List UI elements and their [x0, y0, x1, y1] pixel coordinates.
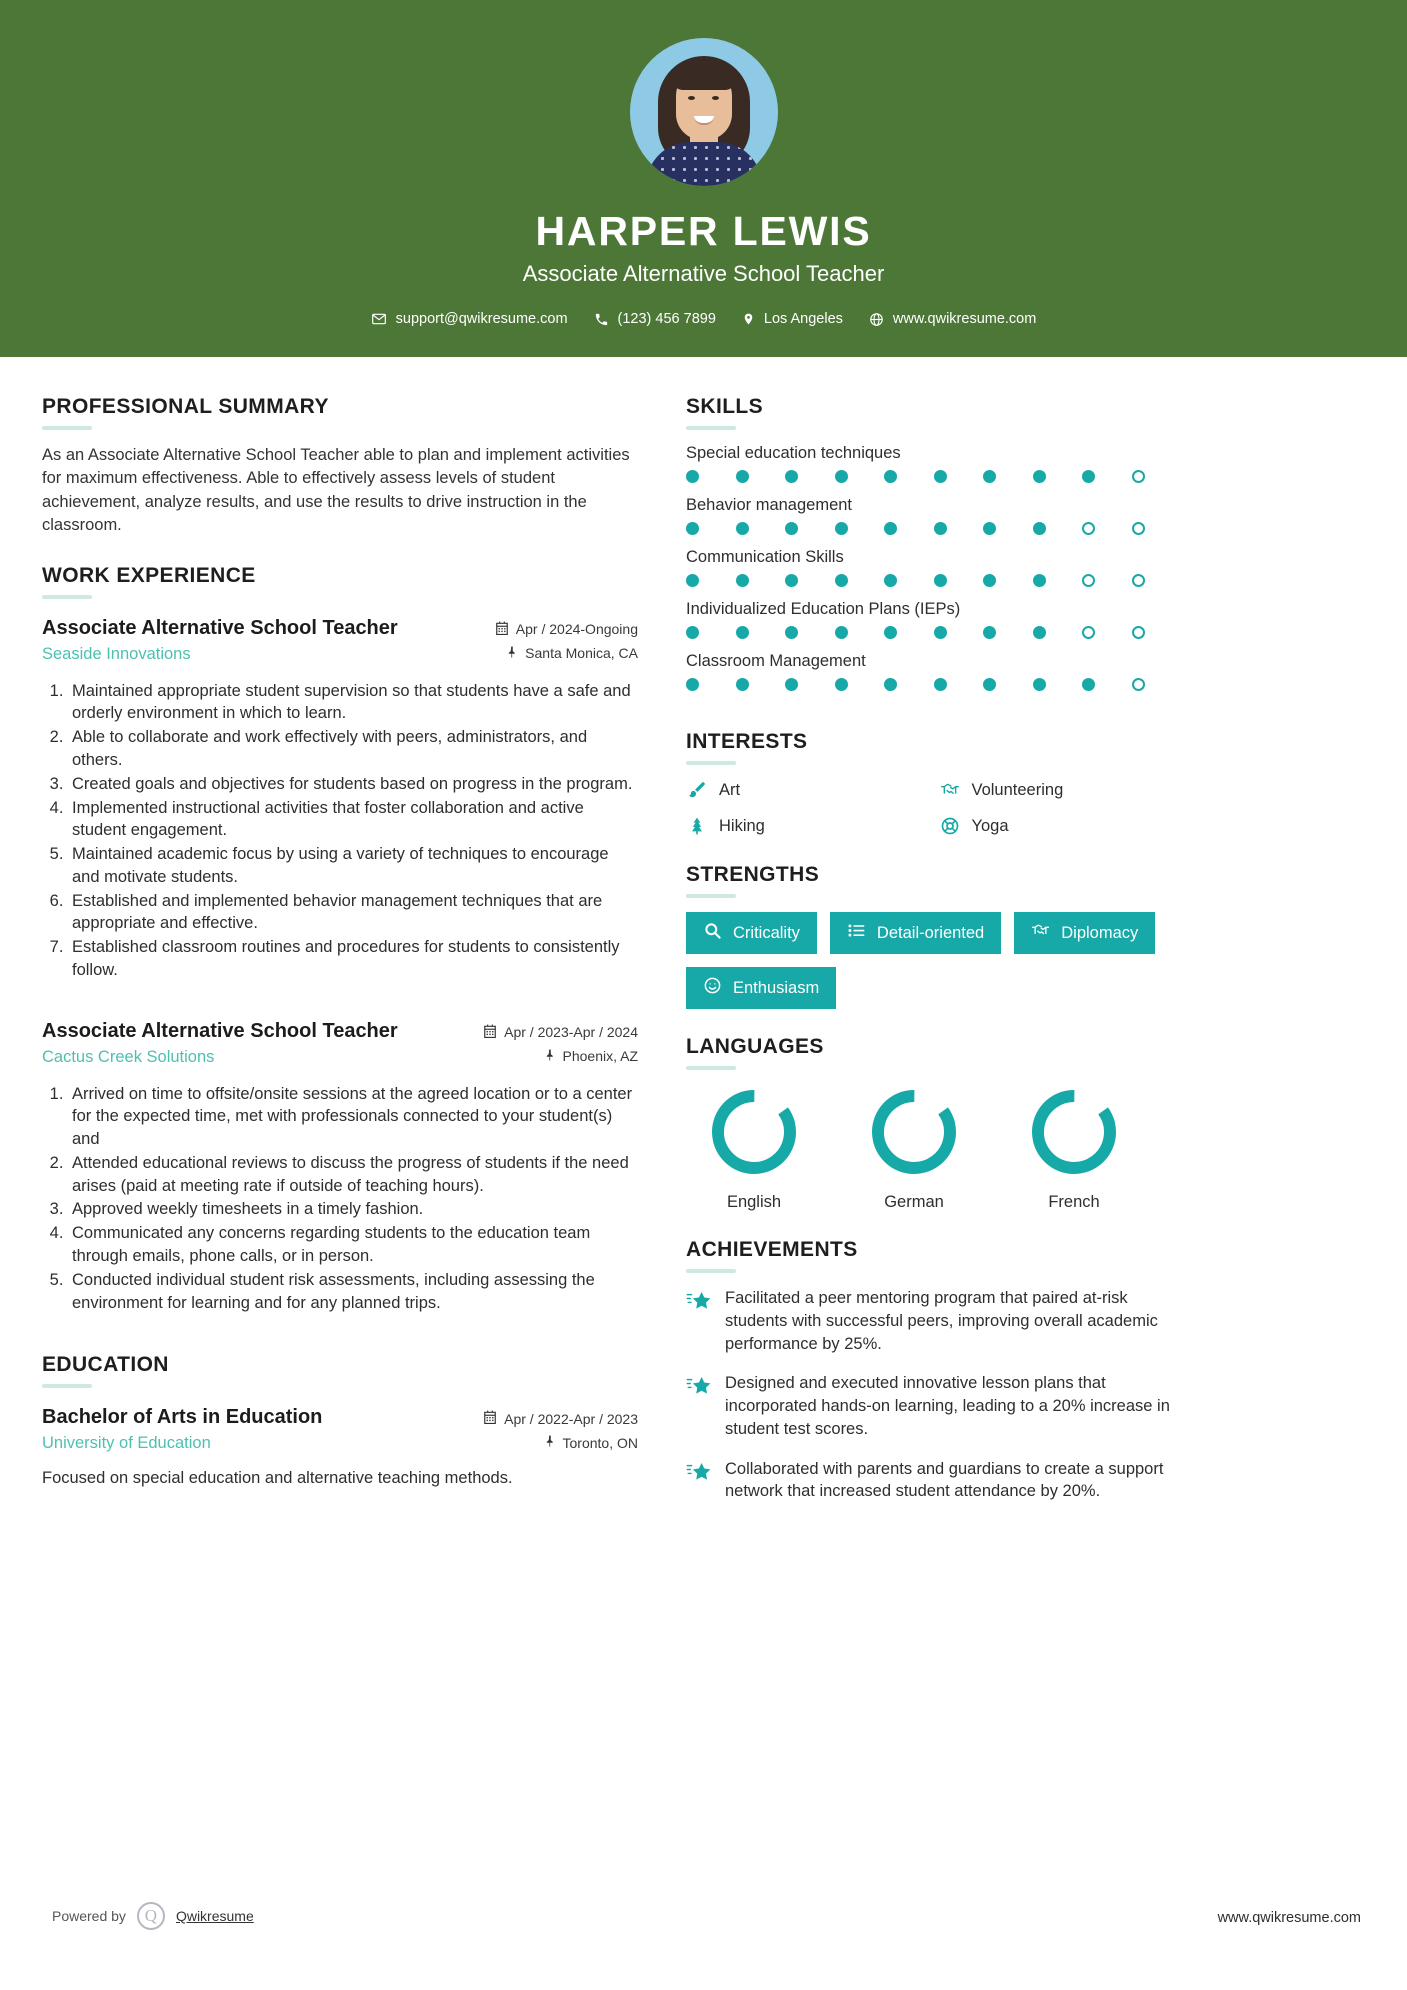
contact-website[interactable]: [869, 311, 1036, 327]
rating-dot-empty: [1132, 522, 1145, 535]
resume-body: [0, 357, 1407, 1520]
page-title: HARPER LEWIS: [535, 208, 872, 254]
rating-dot-cell: [736, 522, 786, 535]
interest-label: Yoga: [971, 816, 1009, 835]
rating-dot-filled: [785, 522, 798, 535]
skill-rating: [686, 522, 1191, 535]
education-entry: [42, 1404, 638, 1490]
rating-dot-cell: [736, 626, 786, 639]
contact-email[interactable]: [371, 311, 568, 327]
rating-dot-cell: [983, 626, 1033, 639]
language-donut-chart: [1026, 1084, 1122, 1180]
skill-row: [686, 496, 1191, 535]
contact-website-text: www.qwikresume.com: [892, 311, 1037, 327]
rating-dot-cell: [884, 678, 934, 691]
rating-dot-cell: [835, 522, 885, 535]
contact-location: [742, 311, 843, 327]
rating-dot-cell: [1033, 522, 1083, 535]
skill-rating: [686, 574, 1191, 587]
rating-dot-cell: [1132, 470, 1182, 483]
rating-dot-cell: [785, 522, 835, 535]
rating-dot-cell: [983, 470, 1033, 483]
list-item: 3. Created goals and objectives for students based on progress in the program.: [68, 773, 638, 796]
language-label: German: [884, 1193, 944, 1211]
section-heading-achievements: ACHIEVEMENTS: [686, 1238, 858, 1261]
rating-dot-cell: [686, 626, 736, 639]
education-list: [42, 1404, 638, 1490]
rating-dot-cell: [835, 678, 885, 691]
rating-dot-filled: [736, 574, 749, 587]
magnifier-icon: [703, 921, 722, 945]
list-item: 4. Communicated any concerns regarding students to the education team through emails, phone calls, or in person.: [68, 1222, 638, 1268]
job-organization: Cactus Creek Solutions: [42, 1047, 215, 1066]
rating-dot-filled: [686, 626, 699, 639]
rating-dot-cell: [884, 522, 934, 535]
rating-dot-filled: [884, 470, 897, 483]
rating-dot-filled: [686, 470, 699, 483]
interest-label: Hiking: [719, 816, 765, 835]
rating-dot-filled: [785, 626, 798, 639]
interest-item: [939, 779, 1192, 801]
rating-dot-filled: [686, 574, 699, 587]
rating-dot-filled: [736, 470, 749, 483]
language-label: English: [726, 1193, 782, 1211]
interest-item: [686, 779, 939, 801]
language-item: [1006, 1084, 1142, 1212]
rating-dot-filled: [884, 678, 897, 691]
rating-dot-cell: [785, 626, 835, 639]
contact-phone-text: (123) 456 7899: [617, 311, 716, 327]
interests-list: [686, 779, 1191, 837]
list-item: 5. Conducted individual student risk assessments, including assessing the environment for learning and for any planned trips.: [68, 1269, 638, 1315]
calendar-icon: [483, 1024, 497, 1041]
entry-meta: [495, 615, 638, 669]
rating-dot-cell: [686, 574, 736, 587]
skill-rating: [686, 626, 1191, 639]
skill-name: Communication Skills: [686, 548, 844, 566]
rating-dot-cell: [736, 470, 786, 483]
rating-dot-filled: [934, 574, 947, 587]
rating-dot-cell: [1132, 522, 1182, 535]
interest-label: Art: [719, 780, 741, 799]
resume-header: [0, 0, 1407, 357]
achievements-list: [686, 1287, 1191, 1503]
rating-dot-cell: [1132, 574, 1182, 587]
rating-dot-filled: [785, 678, 798, 691]
interest-item: [939, 815, 1192, 837]
job-bullet-list: [68, 1083, 638, 1315]
smiley-icon: [703, 976, 722, 1000]
rating-dot-filled: [736, 626, 749, 639]
rating-dot-cell: [1132, 678, 1182, 691]
work-experience-list: [42, 615, 638, 1315]
lifebuoy-icon: [939, 815, 961, 837]
section-heading-languages: LANGUAGES: [686, 1035, 824, 1058]
right-column: [686, 391, 1191, 1520]
job-bullet-list: [68, 680, 638, 982]
rating-dot-cell: [1082, 522, 1132, 535]
rating-dot-cell: [884, 626, 934, 639]
rating-dot-cell: [835, 626, 885, 639]
school-name: University of Education: [42, 1434, 211, 1453]
rating-dot-filled: [736, 522, 749, 535]
strength-badge[interactable]: [686, 912, 817, 954]
rating-dot-cell: [1082, 574, 1132, 587]
language-item: [686, 1084, 822, 1212]
rating-dot-filled: [835, 574, 848, 587]
education-location: Toronto, ON: [483, 1434, 638, 1451]
rating-dot-filled: [884, 626, 897, 639]
rating-dot-cell: [686, 678, 736, 691]
rating-dot-filled: [983, 626, 996, 639]
strength-label: Enthusiasm: [733, 978, 820, 997]
avatar: [630, 38, 778, 186]
job-role: Associate Alternative School Teacher: [42, 616, 398, 639]
rating-dot-cell: [1033, 626, 1083, 639]
section-rule: [686, 1269, 736, 1273]
entry-header: [42, 1018, 638, 1072]
section-heading-professional-summary: PROFESSIONAL SUMMARY: [42, 395, 329, 418]
entry-title-block: [42, 1404, 483, 1453]
rating-dot-cell: [983, 522, 1033, 535]
entry-header: [42, 1404, 638, 1458]
rating-dot-cell: [736, 574, 786, 587]
achievement-text: Designed and executed innovative lesson plans that incorporated hands-on learning, leading to a 20% increase in student test scores.: [725, 1374, 1170, 1438]
paintbrush-icon: [686, 779, 708, 801]
star-icon: [686, 1372, 712, 1404]
rating-dot-filled: [884, 574, 897, 587]
qwikresume-logo-icon: Q: [137, 1902, 165, 1930]
job-location: Phoenix, AZ: [483, 1048, 638, 1065]
education-description: Focused on special education and alternative teaching methods.: [42, 1469, 513, 1488]
section-heading-strengths: STRENGTHS: [686, 863, 820, 886]
skill-row: [686, 444, 1191, 483]
list-item: 1. Arrived on time to offsite/onsite sessions at the agreed location or to a center for the expected time, met with professionals connected to your student(s) and: [68, 1083, 638, 1151]
rating-dot-empty: [1132, 678, 1145, 691]
rating-dot-empty: [1082, 522, 1095, 535]
skill-rating: [686, 678, 1191, 691]
skill-row: [686, 548, 1191, 587]
entry-header: [42, 615, 638, 669]
list-item: 6. Established and implemented behavior management techniques that are appropriate and effective.: [68, 890, 638, 936]
list-item: 1. Maintained appropriate student supervision so that students have a safe and orderly environment in which to learn.: [68, 680, 638, 726]
section-heading-education: EDUCATION: [42, 1353, 169, 1377]
achievement-item: [686, 1458, 1191, 1504]
section-rule: [42, 595, 92, 599]
tree-icon: [686, 815, 708, 837]
rating-dot-cell: [686, 522, 736, 535]
list-item: 4. Implemented instructional activities that foster collaboration and active student engagement.: [68, 797, 638, 843]
handshake-icon: [1031, 921, 1050, 945]
rating-dot-cell: [785, 470, 835, 483]
section-rule: [686, 426, 736, 430]
strengths-list: [686, 912, 1191, 1009]
rating-dot-cell: [983, 678, 1033, 691]
phone-icon: [594, 312, 609, 327]
globe-icon: [869, 312, 884, 327]
interest-label: Volunteering: [971, 780, 1064, 799]
entry-title-block: [42, 1018, 483, 1067]
rating-dot-filled: [983, 678, 996, 691]
entry-meta: [483, 1404, 638, 1458]
section-rule: [686, 761, 736, 765]
language-donut-chart: [866, 1084, 962, 1180]
strength-label: Diplomacy: [1061, 923, 1139, 942]
strength-badge[interactable]: [1014, 912, 1155, 954]
rating-dot-filled: [1033, 678, 1046, 691]
rating-dot-filled: [1082, 470, 1095, 483]
rating-dot-empty: [1132, 574, 1145, 587]
professional-summary-text: As an Associate Alternative School Teacher able to plan and implement activities for maximum effectiveness. Able to effectively assess levels of student achievement, analyze results, and use the results to drive instruction in the classroom.: [42, 446, 630, 535]
list-icon: [847, 921, 866, 945]
rating-dot-cell: [1132, 626, 1182, 639]
rating-dot-filled: [983, 574, 996, 587]
interest-item: [686, 815, 939, 837]
left-column: [42, 391, 638, 1520]
rating-dot-empty: [1132, 626, 1145, 639]
rating-dot-filled: [934, 470, 947, 483]
section-rule: [42, 1384, 92, 1388]
calendar-icon: [495, 621, 509, 638]
section-heading-work-experience: WORK EXPERIENCE: [42, 563, 256, 587]
map-pin-icon: [506, 645, 518, 662]
job-location: Santa Monica, CA: [495, 645, 638, 662]
rating-dot-cell: [1033, 574, 1083, 587]
rating-dot-filled: [1033, 574, 1046, 587]
rating-dot-filled: [934, 626, 947, 639]
rating-dot-cell: [1082, 470, 1132, 483]
list-item: 5. Maintained academic focus by using a variety of techniques to encourage and motivate students.: [68, 843, 638, 889]
calendar-icon: [483, 1410, 497, 1427]
rating-dot-empty: [1082, 626, 1095, 639]
map-pin-icon: [742, 311, 755, 327]
footer-branding: [52, 1902, 254, 1930]
strength-badge[interactable]: [686, 967, 836, 1009]
rating-dot-cell: [736, 678, 786, 691]
rating-dot-filled: [835, 678, 848, 691]
rating-dot-cell: [1082, 678, 1132, 691]
rating-dot-cell: [1033, 678, 1083, 691]
entry-meta: [483, 1018, 638, 1072]
section-heading-skills: SKILLS: [686, 395, 764, 418]
skill-row: [686, 600, 1191, 639]
rating-dot-cell: [884, 470, 934, 483]
achievement-item: [686, 1287, 1191, 1355]
rating-dot-cell: [934, 574, 984, 587]
rating-dot-filled: [736, 678, 749, 691]
rating-dot-empty: [1082, 574, 1095, 587]
rating-dot-cell: [835, 470, 885, 483]
job-dates: Apr / 2023-Apr / 2024: [483, 1024, 638, 1041]
list-item: 3. Approved weekly timesheets in a timely fashion.: [68, 1198, 638, 1221]
strength-badge[interactable]: [830, 912, 1001, 954]
section-rule: [686, 894, 736, 898]
skill-rating: [686, 470, 1191, 483]
rating-dot-filled: [686, 678, 699, 691]
rating-dot-cell: [1082, 626, 1132, 639]
list-item: 2. Attended educational reviews to discuss the progress of students if the need arises (paid at meeting rate if outside of teaching hours).: [68, 1152, 638, 1198]
job-dates: Apr / 2024-Ongoing: [495, 621, 638, 638]
star-icon: [686, 1458, 712, 1490]
work-experience-entry: [42, 615, 638, 982]
section-rule: [42, 426, 92, 430]
strength-label: Detail-oriented: [876, 923, 985, 942]
language-label: French: [1048, 1193, 1100, 1211]
languages-list: [686, 1084, 1191, 1212]
rating-dot-cell: [785, 678, 835, 691]
rating-dot-cell: [686, 470, 736, 483]
degree-title: Bachelor of Arts in Education: [42, 1406, 323, 1429]
rating-dot-filled: [785, 470, 798, 483]
qwikresume-link[interactable]: Qwikresume: [175, 1908, 254, 1924]
achievement-item: [686, 1372, 1191, 1440]
strength-label: Criticality: [733, 923, 800, 942]
rating-dot-filled: [835, 470, 848, 483]
rating-dot-cell: [785, 574, 835, 587]
rating-dot-cell: [934, 470, 984, 483]
rating-dot-cell: [934, 678, 984, 691]
job-role: Associate Alternative School Teacher: [42, 1019, 398, 1042]
header-job-title: Associate Alternative School Teacher: [522, 261, 885, 286]
rating-dot-filled: [686, 522, 699, 535]
entry-title-block: [42, 615, 495, 664]
list-item: 2. Able to collaborate and work effectively with peers, administrators, and others.: [68, 726, 638, 772]
rating-dot-filled: [983, 522, 996, 535]
job-organization: Seaside Innovations: [42, 644, 191, 663]
rating-dot-empty: [1132, 470, 1145, 483]
section-heading-interests: INTERESTS: [686, 730, 808, 753]
handshake-icon: [939, 779, 961, 801]
rating-dot-filled: [835, 522, 848, 535]
rating-dot-filled: [1033, 470, 1046, 483]
language-donut-chart: [706, 1084, 802, 1180]
achievement-text: Collaborated with parents and guardians to create a support network that increased student attendance by 20%.: [725, 1459, 1164, 1501]
achievement-text: Facilitated a peer mentoring program that paired at-risk students with successful peers, improving overall academic performance by 25%.: [725, 1289, 1158, 1353]
rating-dot-filled: [884, 522, 897, 535]
contact-bar: [0, 311, 1407, 327]
language-item: [846, 1084, 982, 1212]
contact-email-text: support@qwikresume.com: [395, 311, 568, 327]
contact-phone[interactable]: [594, 311, 716, 327]
rating-dot-cell: [884, 574, 934, 587]
map-pin-icon: [544, 1048, 556, 1065]
contact-location-text: Los Angeles: [763, 311, 843, 327]
skill-name: Special education techniques: [686, 444, 901, 462]
education-dates: Apr / 2022-Apr / 2023: [483, 1410, 638, 1427]
rating-dot-cell: [835, 574, 885, 587]
skill-name: Behavior management: [686, 496, 853, 514]
skill-row: [686, 652, 1191, 691]
work-experience-entry: [42, 1018, 638, 1315]
rating-dot-filled: [785, 574, 798, 587]
rating-dot-filled: [1082, 678, 1095, 691]
star-icon: [686, 1287, 712, 1319]
map-pin-icon: [544, 1434, 556, 1451]
rating-dot-cell: [983, 574, 1033, 587]
rating-dot-filled: [1033, 522, 1046, 535]
rating-dot-filled: [835, 626, 848, 639]
skills-list: [686, 444, 1191, 691]
rating-dot-cell: [934, 522, 984, 535]
list-item: 7. Established classroom routines and procedures for students to consistently follow.: [68, 936, 638, 982]
skill-name: Classroom Management: [686, 652, 866, 670]
rating-dot-cell: [934, 626, 984, 639]
envelope-icon: [371, 311, 387, 327]
skill-name: Individualized Education Plans (IEPs): [686, 600, 961, 618]
rating-dot-filled: [983, 470, 996, 483]
section-rule: [686, 1066, 736, 1070]
rating-dot-filled: [934, 678, 947, 691]
footer-url: www.qwikresume.com: [1217, 1910, 1361, 1926]
rating-dot-filled: [934, 522, 947, 535]
powered-by-label: Powered by: [52, 1908, 126, 1924]
rating-dot-cell: [1033, 470, 1083, 483]
rating-dot-filled: [1033, 626, 1046, 639]
